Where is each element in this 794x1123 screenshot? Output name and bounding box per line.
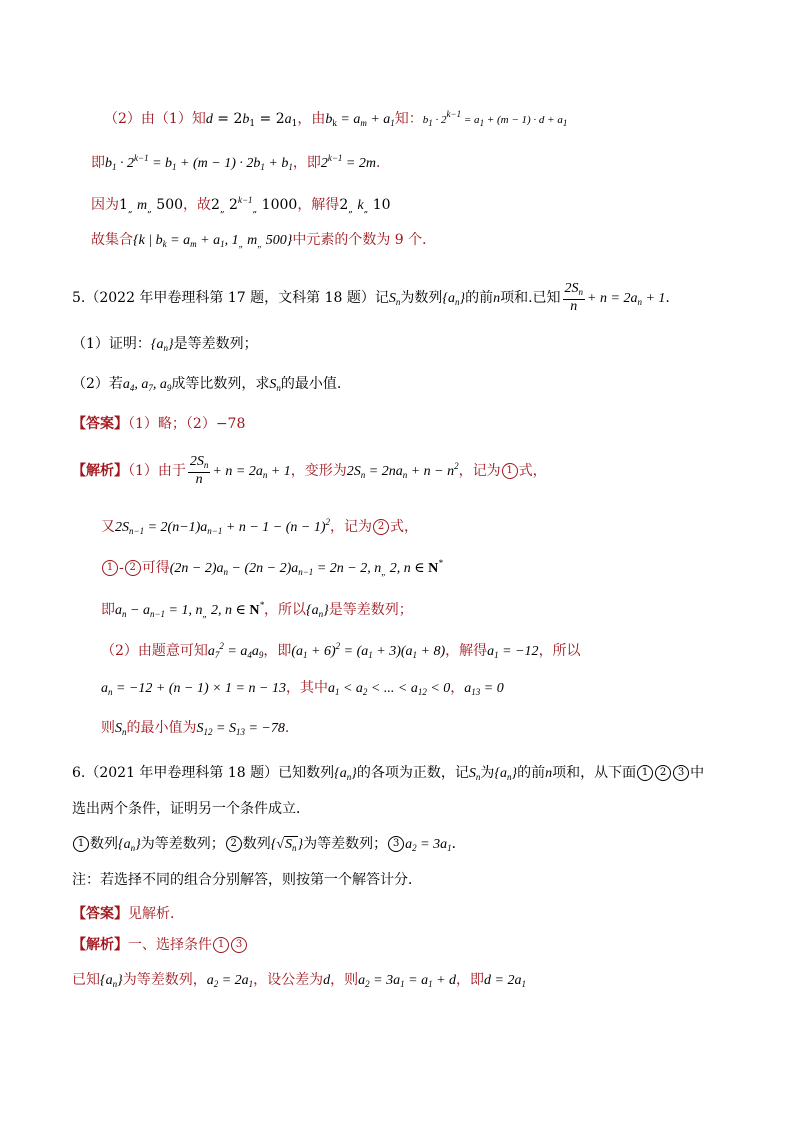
circled-two-icon: 2 <box>373 519 389 535</box>
question-6-note: 注：若选择不同的组合分别解答，则按第一个解答计分． <box>72 872 422 888</box>
solution-6-line-1: 【解析】一、选择条件 1 3 <box>72 935 248 955</box>
solution-5-line-7: 则$S_n$的最小值为$S_{12} = S_{13} = -78$. <box>101 720 290 737</box>
solution-line-3: 因为$1_„$ $m_„$ 500，故$2_„$ $2^{k-1}_„$ 1000，解得$2_„$ $k_„$ 10 <box>91 195 391 215</box>
circled-two-icon: 2 <box>125 560 141 576</box>
question-5-header: 5.（2022 年甲卷理科第 17 题，文科第 18 题）记$S_n$为数列$\{a_n\}$的前n项和.已知 $\frac{2S_n}{n}$ + $n = 2a_n + 1$. <box>72 281 670 314</box>
solution-6-line-2: 已知$\{a_n\}$为等差数列，$a_2 = 2a_1$，设公差为d，则$a_2 = 3a_1 = a_1 + d$，即$d = 2a_1$ <box>72 972 526 989</box>
question-5-part-1: （1）证明：$\{a_n\}$是等差数列； <box>72 336 258 353</box>
question-6-conditions: 1 数列$\{a_n\}$为等差数列； 2 数列$\{√S_n\}$为等差数列； 3 $a_2 = 3a_1$． <box>72 834 466 858</box>
circled-three-icon: 3 <box>231 937 247 953</box>
solution-5-line-5: （2）由题意可知$a_7^2 = a_4a_9$，即$(a_1 + 6)^2 = (a_1 + 3)(a_1 + 8)$，解得$a_1 = -12$，所以 <box>101 641 581 660</box>
circled-one-icon: 1 <box>102 560 118 576</box>
solution-line-1: （2）由（1）知$d = 2b_1 = 2a_1$，由$b_k = a_m + a_1$知：$b_1 \cdot 2^{k-1} = a_1 + (m - 1) \cdot d + a_1$ <box>104 109 568 129</box>
circled-one-icon: 1 <box>637 765 653 781</box>
text: （2）由（1）知 <box>104 111 206 127</box>
question-6-header: 6.（2021 年甲卷理科第 18 题）已知数列$\{a_n\}$的各项为正数，记$S_n$为$\{a_n\}$的前n项和，从下面 1 2 3 中 <box>72 765 705 782</box>
question-5-part-2: （2）若$a_4$, $a_7$, $a_9$成等比数列，求$S_n$的最小值. <box>72 376 342 393</box>
solution-line-2: 即$b_1 \cdot 2^{k-1} = b_1 + (m - 1) \cdot 2b_1 + b_1$，即$2^{k-1} = 2m$． <box>91 153 390 172</box>
solution-line-4: 故集合{k | $b_k = a_m + a_1$, $1_„$ $m_„$ 500}中元素的个数为 9 个． <box>91 232 437 249</box>
answer-5: 【答案】（1）略；（2）−78 <box>72 416 246 432</box>
circled-two-icon: 2 <box>655 765 671 781</box>
circled-three-icon: 3 <box>388 836 404 852</box>
solution-5-line-6: $a_n = -12 + (n - 1) \times 1 = n - 13$，其中$a_1 < a_2$ < ... < $a_{12} < 0$，$a_{13} = 0$ <box>101 680 504 697</box>
question-6-line-2: 选出两个条件，证明另一个条件成立． <box>72 801 310 817</box>
circled-three-icon: 3 <box>673 765 689 781</box>
solution-5-line-3: 1 - 2 可得$(2n - 2)a_n - (2n - 2)a_{n-1} = 2n - 2$, $n_„$ 2, n ∈ N* <box>101 553 443 582</box>
circled-one-icon: 1 <box>502 463 518 479</box>
answer-6: 【答案】见解析． <box>72 906 184 922</box>
solution-5-line-2: 又$2S_{n-1} = 2(n-1)a_{n-1} + n - 1 - (n - 1)^2$，记为 2 式， <box>101 517 418 536</box>
solution-5-line-1: 【解析】（1）由于 $\frac{2S_n}{n}$ + $n = 2a_n + 1$，变形为$2S_n = 2na_n + n - n^2$，记为 1 式， <box>72 454 547 487</box>
circled-one-icon: 1 <box>73 836 89 852</box>
solution-5-line-4: 即$a_n - a_{n-1} = 1$, $n_„$ 2, n ∈ N*，所以$\{a_n\}$是等差数列； <box>101 600 413 619</box>
circled-one-icon: 1 <box>213 937 229 953</box>
circled-two-icon: 2 <box>226 836 242 852</box>
